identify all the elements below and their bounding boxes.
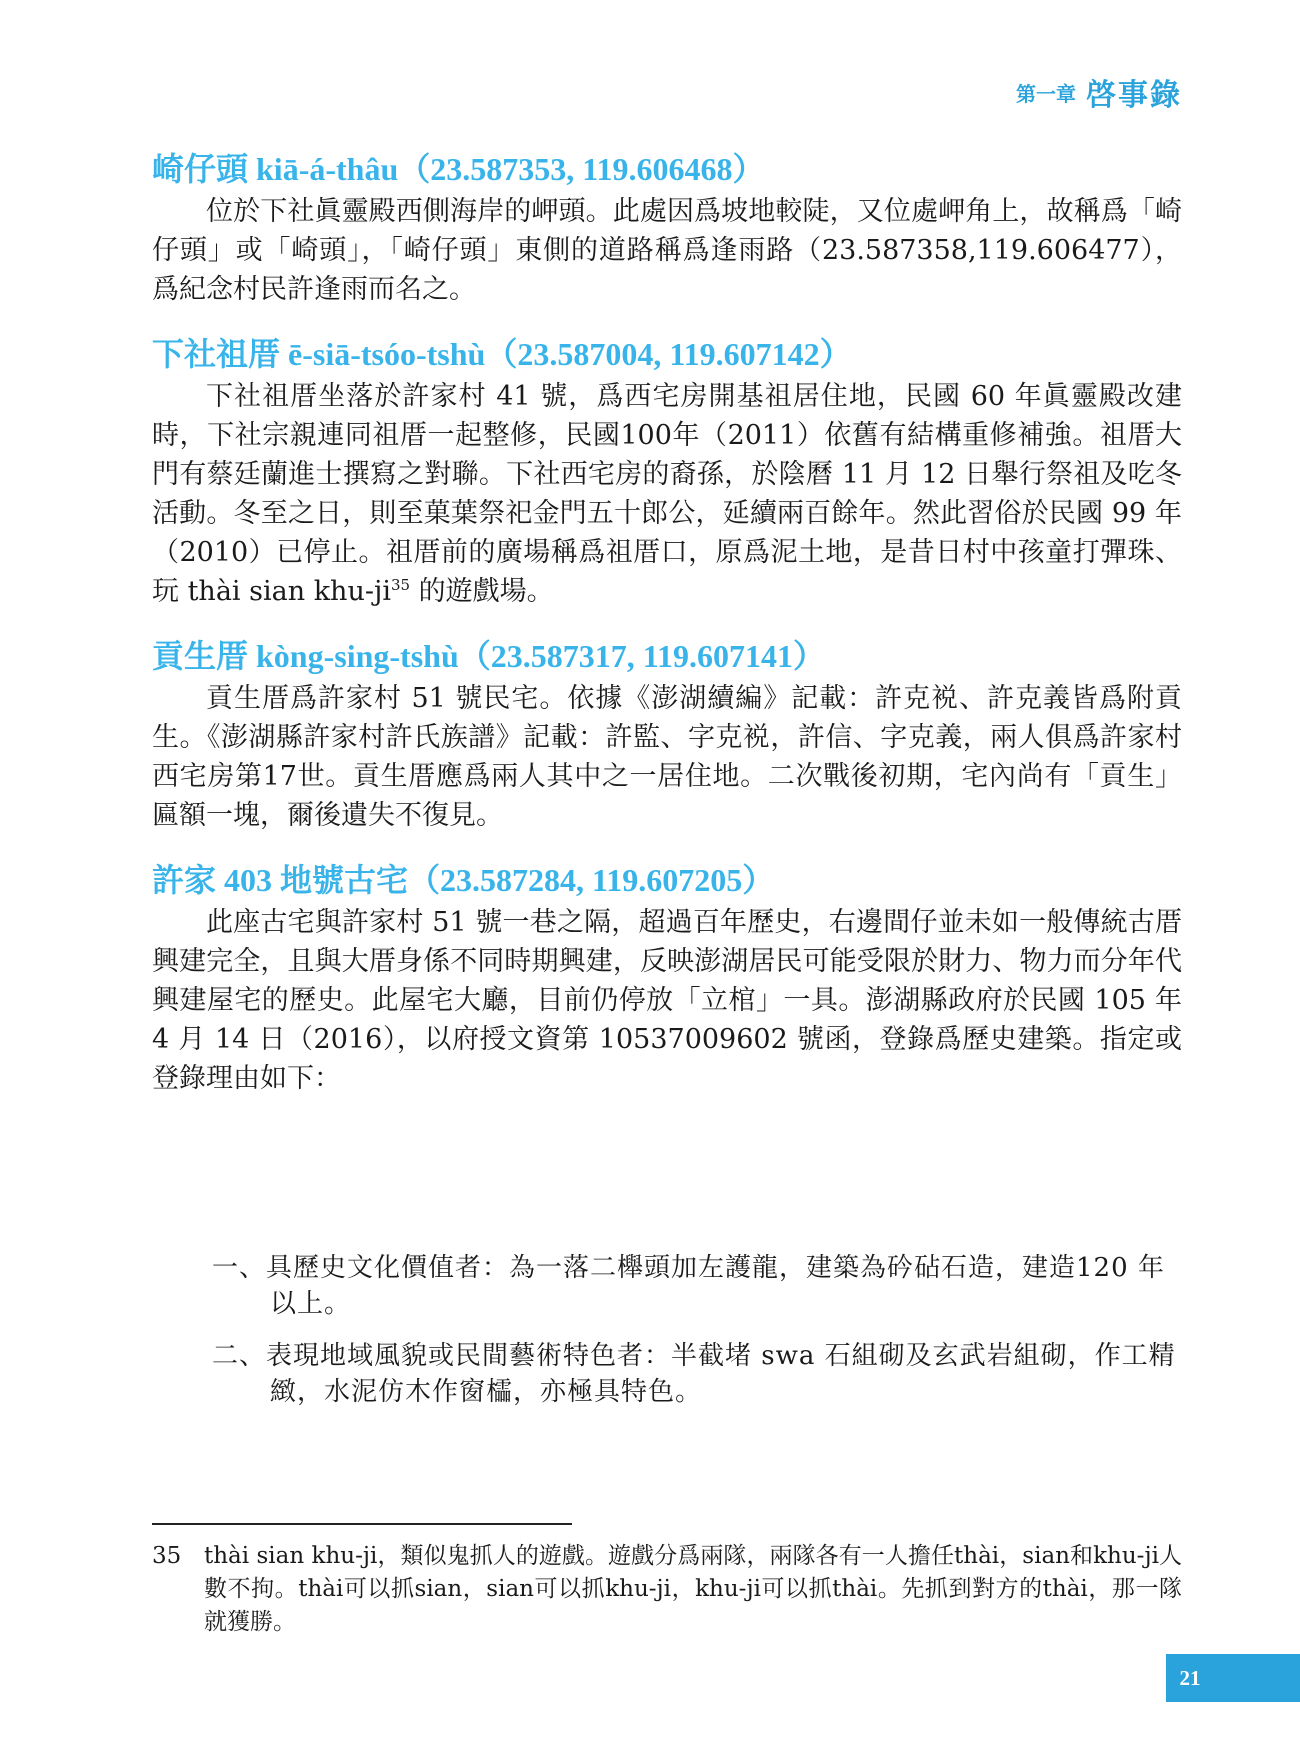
paragraph-text: 下社祖厝坐落於許家村 41 號，爲西宅房開基祖居住地，民國 60 年眞靈殿改建時，下社宗親連同祖厝一起整修，民國100年（2011）依舊有結構重修補強。祖厝大門有蔡廷蘭進士撰寫之對聯。下社西宅房的裔孫，於陰曆 11 月 12 日舉行祭祖及吃冬活動。冬至之日，則至菓葉祭祀金門五十郎公，延續兩百餘年。然此習俗於民國 99 年（2010）已停止。祖厝前的廣場稱爲祖厝口，原爲泥土地，是昔日村中孩童打彈珠、玩 thài sian khu-ji xyxy=(152,381,1182,607)
reason-item: 一、具歷史文化價值者：為一落二櫸頭加左護龍，建築為砛砧石造，建造120 年以上。 xyxy=(212,1253,1165,1319)
section-paragraph-kia-a-thau: 位於下社眞靈殿西側海岸的岬頭。此處因爲坡地較陡，又位處岬角上，故稱爲「崎仔頭」或「崎頭」，「崎仔頭」東側的道路稱爲逢雨路（23.587358,119.606477），爲紀念村民許逢雨而名之。 xyxy=(152,196,1182,305)
footnote-divider xyxy=(152,1523,572,1525)
paragraph-text-tail: 的遊戲場。 xyxy=(410,576,554,607)
reason-item: 二、表現地域風貌或民間藝術特色者：半截堵 swa 石組砌及玄武岩組砌，作工精緻，水泥仿木作窗櫺，亦極具特色。 xyxy=(212,1341,1176,1407)
footnote-reference[interactable]: 35 xyxy=(390,576,411,594)
page-number: 21 xyxy=(1179,1666,1201,1690)
footnote xyxy=(152,1540,1182,1639)
section-title-e-sia-tsoo-tshu: 下社祖厝 ē-siā-tsóo-tshù（23.587004, 119.607142） xyxy=(152,336,852,372)
section-paragraph-kong-sing-tshu: 貢生厝爲許家村 51 號民宅。依據《澎湖續編》記載：許克裞、許克義皆爲附貢生。《澎湖縣許家村許氏族譜》記載：許監、字克裞，許信、字克義，兩人俱爲許家村西宅房第17世。貢生厝應爲兩人其中之一居住地。二次戰後初期，宅內尚有「貢生」匾額一塊，爾後遺失不復見。 xyxy=(152,683,1182,831)
running-header xyxy=(1016,70,1182,114)
chapter-name: 啓事錄 xyxy=(1086,78,1182,113)
page-number-tab xyxy=(1166,1654,1300,1702)
section-paragraph-403-old-house: 此座古宅與許家村 51 號一巷之隔，超過百年歷史，右邊間仔並未如一般傳統古厝興建完全，且與大厝身係不同時期興建，反映澎湖居民可能受限於財力、物力而分年代興建屋宅的歷史。此屋宅大廳，目前仍停放「立棺」一具。澎湖縣政府於民國 105 年 4 月 14 日（2016），以府授文資第 10537009602 號函，登錄爲歷史建築。指定或登錄理由如下： xyxy=(152,907,1182,1094)
section-paragraph-e-sia-tsoo-tshu xyxy=(152,377,1182,611)
section-title-kia-a-thau: 崎仔頭 kiā-á-thâu（23.587353, 119.606468） xyxy=(152,151,765,187)
designation-reasons-list xyxy=(212,1250,1180,1426)
footnote-number: 35 xyxy=(152,1543,182,1569)
main-content xyxy=(152,146,1182,1098)
section-title-403-old-house: 許家 403 地號古宅（23.587284, 119.607205） xyxy=(152,862,775,898)
footnote-text: thài sian khu-ji，類似鬼抓人的遊戲。遊戲分爲兩隊，兩隊各有一人擔任thài，sian和khu-ji人數不拘。thài可以抓sian，sian可以抓khu-ji，khu-ji可以抓thài。先抓到對方的thài，那一隊就獲勝。 xyxy=(204,1543,1182,1635)
section-title-kong-sing-tshu: 貢生厝 kòng-sing-tshù（23.587317, 119.607141） xyxy=(152,638,825,674)
chapter-label: 第一章 xyxy=(1016,81,1076,106)
